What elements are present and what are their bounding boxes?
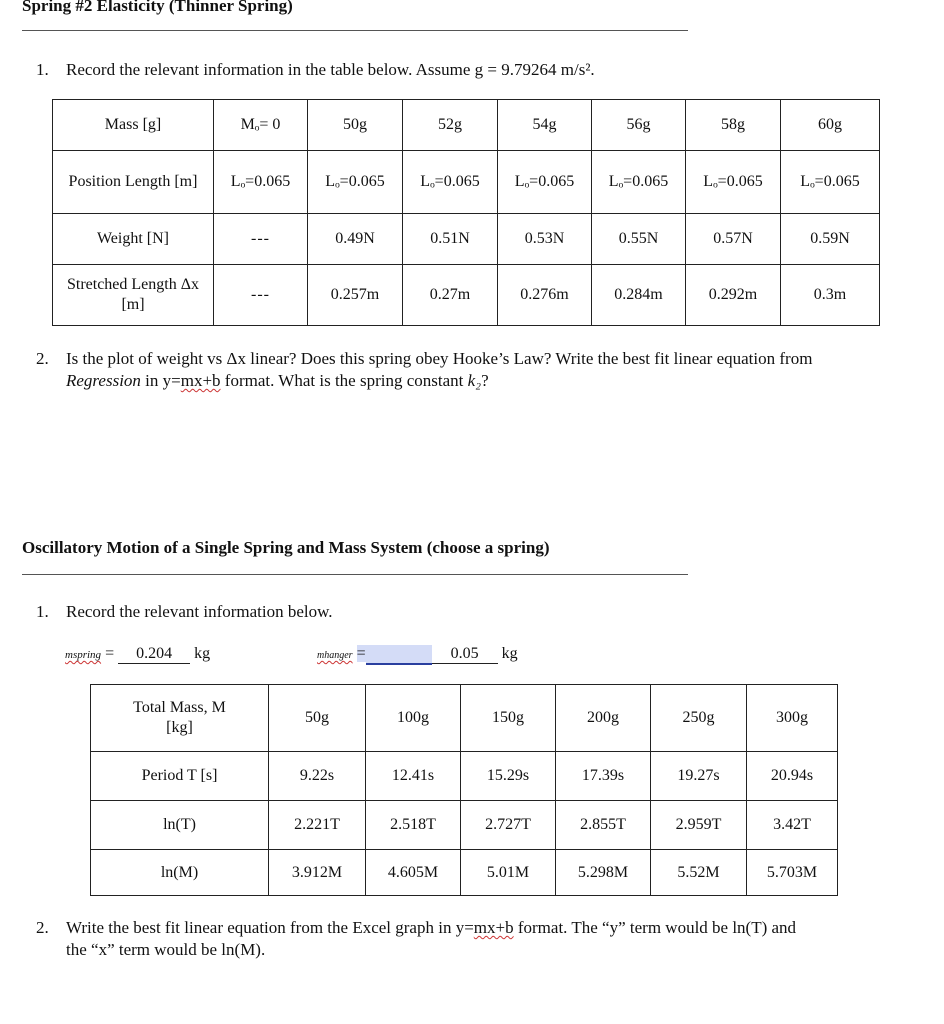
table-cell: 250g (651, 685, 747, 752)
table-row (53, 214, 880, 265)
table-cell: 12.41s (366, 752, 461, 801)
text-span: format. The “y” term would be ln(T) and (513, 918, 797, 937)
row-header: ln(M) (91, 850, 269, 896)
section1-divider (22, 30, 688, 31)
row-header (53, 265, 214, 326)
question-number: 1. (36, 60, 49, 79)
table-cell: 5.298M (556, 850, 651, 896)
table-cell: 3.42T (747, 801, 838, 850)
table-row (91, 850, 838, 896)
mass-hanger-unit: kg (501, 645, 518, 662)
row-header: ln(T) (91, 801, 269, 850)
table-cell: 9.22s (269, 752, 366, 801)
question-text: Record the relevant information below. (66, 602, 333, 621)
table-cell: 0.276m (498, 265, 592, 326)
table-cell: 20.94s (747, 752, 838, 801)
table-cell: 3.912M (269, 850, 366, 896)
table-cell: 0.49N (308, 214, 403, 265)
mass-hanger-value[interactable]: 0.05 (432, 645, 498, 664)
text-span: in y= (140, 371, 181, 390)
question-text-line-2 (66, 370, 489, 391)
table-cell: 0.59N (781, 214, 880, 265)
table-cell: Lₒ=0.065 (308, 151, 403, 214)
table-cell: 200g (556, 685, 651, 752)
equation-form: mx+b (180, 371, 221, 390)
table-row (91, 801, 838, 850)
elasticity-table (52, 99, 880, 326)
text-span: format. What is the spring constant (220, 371, 468, 390)
mass-spring-label: mspring (65, 649, 102, 661)
table-cell: 4.605M (366, 850, 461, 896)
row-header-text: Position Length [m] (68, 173, 198, 190)
table-cell: 0.292m (686, 265, 781, 326)
row-header (53, 151, 214, 214)
table-cell: 0.27m (403, 265, 498, 326)
table-row (53, 151, 880, 214)
question-text-line-2: the “x” term would be ln(M). (66, 940, 266, 959)
table-cell: 54g (498, 100, 592, 151)
row-header: Weight [N] (53, 214, 214, 265)
table-cell: Lₒ=0.065 (686, 151, 781, 214)
question-text-line-1 (66, 917, 796, 938)
table-cell: Lₒ=0.065 (498, 151, 592, 214)
question-number: 2. (36, 349, 49, 368)
table-cell: 0.55N (592, 214, 686, 265)
table-cell: 50g (308, 100, 403, 151)
row-header (91, 685, 269, 752)
mass-hanger-equals: = (356, 645, 366, 662)
section2-question-1 (36, 601, 636, 623)
table-cell: 2.855T (556, 801, 651, 850)
table-cell: 0.284m (592, 265, 686, 326)
table-cell: --- (214, 214, 308, 265)
section2-divider (22, 574, 688, 575)
table-cell: 5.703M (747, 850, 838, 896)
question-text-line-1: Is the plot of weight vs Δx linear? Does this spring obey Hooke’s Law? Write the best fit linear equation from (66, 349, 813, 368)
table-cell: 300g (747, 685, 838, 752)
table-cell: 58g (686, 100, 781, 151)
mass-spring-unit: kg (194, 645, 211, 662)
equation-form: mx+b (473, 918, 514, 937)
table-cell: 0.3m (781, 265, 880, 326)
table-cell: 5.01M (461, 850, 556, 896)
table-cell: 0.53N (498, 214, 592, 265)
spring-constant-symbol: k₂ (467, 371, 482, 390)
text-span: Write the best fit linear equation from the Excel graph in y= (66, 918, 474, 937)
table-row (53, 265, 880, 326)
row-header: Period T [s] (91, 752, 269, 801)
table-cell: 0.51N (403, 214, 498, 265)
mass-spring-value[interactable]: 0.204 (118, 645, 190, 664)
question-number: 2. (36, 918, 49, 937)
mass-hanger-label: mhanger (317, 650, 353, 661)
table-cell: 2.518T (366, 801, 461, 850)
table-cell: Lₒ=0.065 (403, 151, 498, 214)
table-cell: Lₒ=0.065 (781, 151, 880, 214)
table-cell: 17.39s (556, 752, 651, 801)
table-cell: Lₒ=0.065 (592, 151, 686, 214)
table-cell: 150g (461, 685, 556, 752)
question-text: Record the relevant information in the table below. Assume g = 9.79264 m/s². (66, 60, 595, 79)
mass-spring-line (65, 645, 210, 667)
section2-title: Oscillatory Motion of a Single Spring and Mass System (choose a spring) (22, 538, 550, 557)
mass-hanger-highlight (366, 645, 432, 665)
row-header-text: Stretched Length Δx [m] (66, 276, 200, 313)
section1-question-1 (36, 59, 916, 81)
table-cell: 2.959T (651, 801, 747, 850)
oscillation-table (90, 684, 838, 896)
question-number: 1. (36, 602, 49, 621)
mass-hanger-line (317, 645, 518, 667)
table-cell: 0.57N (686, 214, 781, 265)
table-cell: Mₒ= 0 (214, 100, 308, 151)
table-row (53, 100, 880, 151)
section1-title: Spring #2 Elasticity (Thinner Spring) (22, 0, 293, 15)
table-cell: 60g (781, 100, 880, 151)
regression-word: Regression (66, 371, 141, 390)
table-cell: 5.52M (651, 850, 747, 896)
table-cell: 0.257m (308, 265, 403, 326)
table-cell: 100g (366, 685, 461, 752)
table-row (91, 752, 838, 801)
table-cell: 56g (592, 100, 686, 151)
table-cell: Lₒ=0.065 (214, 151, 308, 214)
text-span: ? (481, 371, 489, 390)
table-cell: --- (214, 265, 308, 326)
table-cell: 50g (269, 685, 366, 752)
table-cell: 19.27s (651, 752, 747, 801)
table-cell: 2.221T (269, 801, 366, 850)
row-header-text: Total Mass, M [kg] (133, 699, 226, 736)
row-header: Mass [g] (53, 100, 214, 151)
table-cell: 15.29s (461, 752, 556, 801)
section2-question-2 (36, 917, 916, 961)
mass-spring-equals: = (105, 645, 115, 662)
table-cell: 52g (403, 100, 498, 151)
section1-question-2 (36, 348, 916, 392)
table-row (91, 685, 838, 752)
table-cell: 2.727T (461, 801, 556, 850)
